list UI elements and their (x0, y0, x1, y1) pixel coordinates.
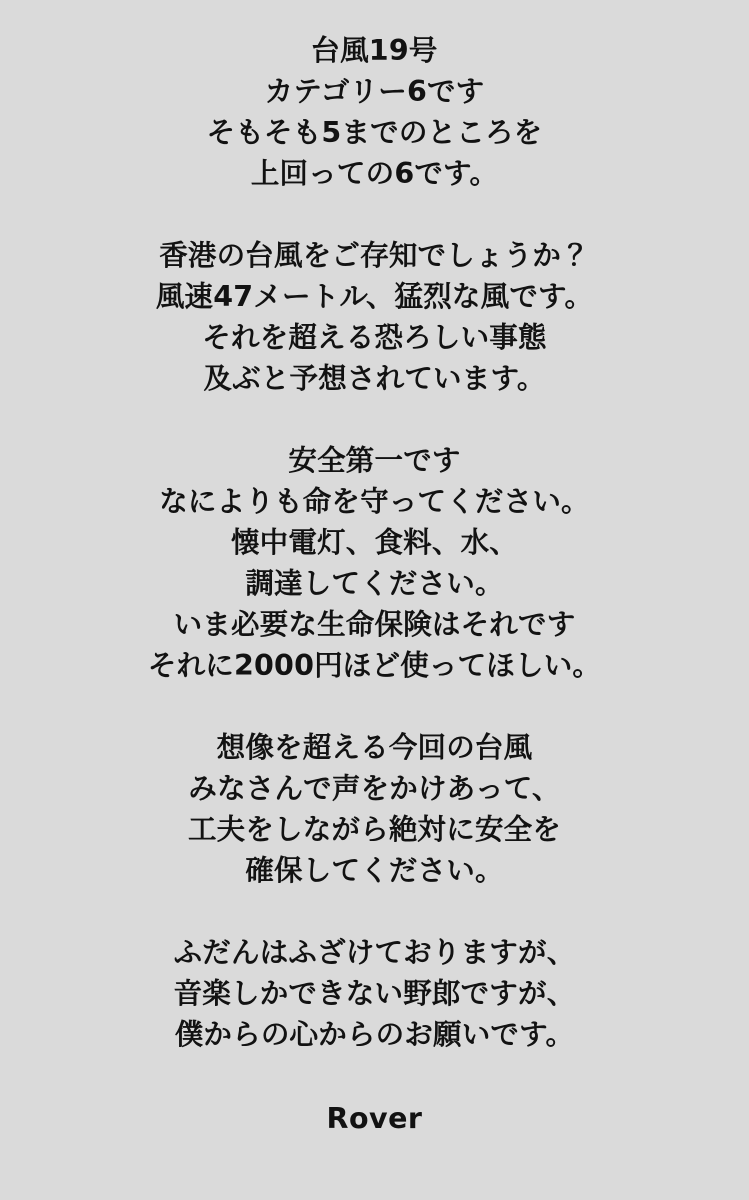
paragraph-spacer (40, 399, 709, 440)
text-line: いま必要な生命保険はそれです (173, 608, 576, 641)
paragraph-spacer (40, 686, 709, 727)
paragraph-typhoon-category (40, 30, 709, 194)
paragraph-spacer (40, 194, 709, 235)
text-line: 想像を超える今回の台風 (216, 731, 533, 764)
text-line: 調達してください。 (245, 567, 504, 600)
text-line: それを超える恐ろしい事態 (202, 321, 547, 354)
text-line: 僕からの心からのお願いです。 (174, 1018, 575, 1051)
text-line: ふだんはふざけておりますが、 (173, 936, 576, 969)
text-line: 安全第一です (288, 444, 461, 477)
text-line: 確保してください。 (245, 854, 504, 887)
signature: Rover (326, 1102, 423, 1135)
text-line: そもそも5までのところを (206, 116, 543, 149)
text-line: 及ぶと予想されています。 (203, 362, 546, 395)
text-line: 工夫をしながら絶対に安全を (187, 813, 562, 846)
text-line: 風速47メートル、猛烈な風です。 (155, 280, 594, 313)
paragraph-beyond-imagination (40, 727, 709, 891)
text-line: 懐中電灯、食料、水、 (230, 526, 518, 559)
text-line: 香港の台風をご存知でしょうか？ (159, 239, 590, 272)
note-text-block (40, 30, 709, 1139)
text-line: 音楽しかできない野郎ですが、 (173, 977, 576, 1010)
text-line: 上回っての6です。 (250, 157, 499, 190)
text-line: みなさんで声をかけあって、 (188, 772, 561, 805)
text-line: カテゴリー6です (264, 75, 485, 108)
paragraph-personal-plea (40, 932, 709, 1055)
paragraph-safety-first (40, 440, 709, 686)
text-line: それに2000円ほど使ってほしい。 (147, 649, 602, 682)
text-line: なによりも命を守ってください。 (159, 485, 590, 518)
text-line: 台風19号 (311, 34, 438, 67)
paragraph-hongkong-reference (40, 235, 709, 399)
paragraph-spacer (40, 891, 709, 932)
paragraph-spacer (40, 1055, 709, 1096)
